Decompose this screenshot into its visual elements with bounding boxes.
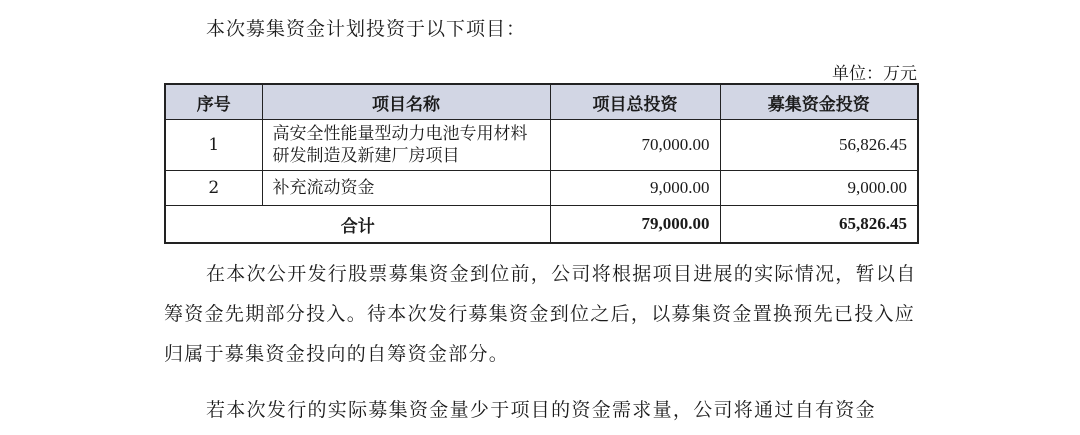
table-row xyxy=(165,171,918,206)
paragraph-shortfall: 若本次发行的实际募集资金量少于项目的资金需求量，公司将通过自有资金 xyxy=(206,399,876,421)
header-project-name: 项目名称 xyxy=(262,84,550,120)
row-total-investment: 70,000.00 xyxy=(550,120,720,171)
total-investment-sum: 79,000.00 xyxy=(550,206,720,244)
row-no: 2 xyxy=(165,171,262,206)
unit-label: 单位：万元 xyxy=(832,64,917,84)
row-no: 1 xyxy=(165,120,262,171)
intro-text: 本次募集资金计划投资于以下项目： xyxy=(206,18,527,40)
investment-table xyxy=(164,83,919,244)
header-total-investment: 项目总投资 xyxy=(550,84,720,120)
table-row xyxy=(165,120,918,171)
row-raised-investment: 9,000.00 xyxy=(720,171,918,206)
table-header-row xyxy=(165,84,918,120)
raised-investment-sum: 65,826.45 xyxy=(720,206,918,244)
paragraph-pre-funding: 在本次公开发行股票募集资金到位前，公司将根据项目进展的实际情况，暂以自筹资金先期部分投入。待本次发行募集资金到位之后，以募集资金置换预先已投入应归属于募集资金投向的自筹资金部分。 xyxy=(164,263,917,365)
row-project-name: 补充流动资金 xyxy=(262,171,550,206)
header-no: 序号 xyxy=(165,84,262,120)
row-project-name: 高安全性能量型动力电池专用材料研发制造及新建厂房项目 xyxy=(262,120,550,171)
table-total-row xyxy=(165,206,918,244)
total-label: 合计 xyxy=(165,206,550,244)
header-raised-investment: 募集资金投资 xyxy=(720,84,918,120)
row-total-investment: 9,000.00 xyxy=(550,171,720,206)
row-raised-investment: 56,826.45 xyxy=(720,120,918,171)
